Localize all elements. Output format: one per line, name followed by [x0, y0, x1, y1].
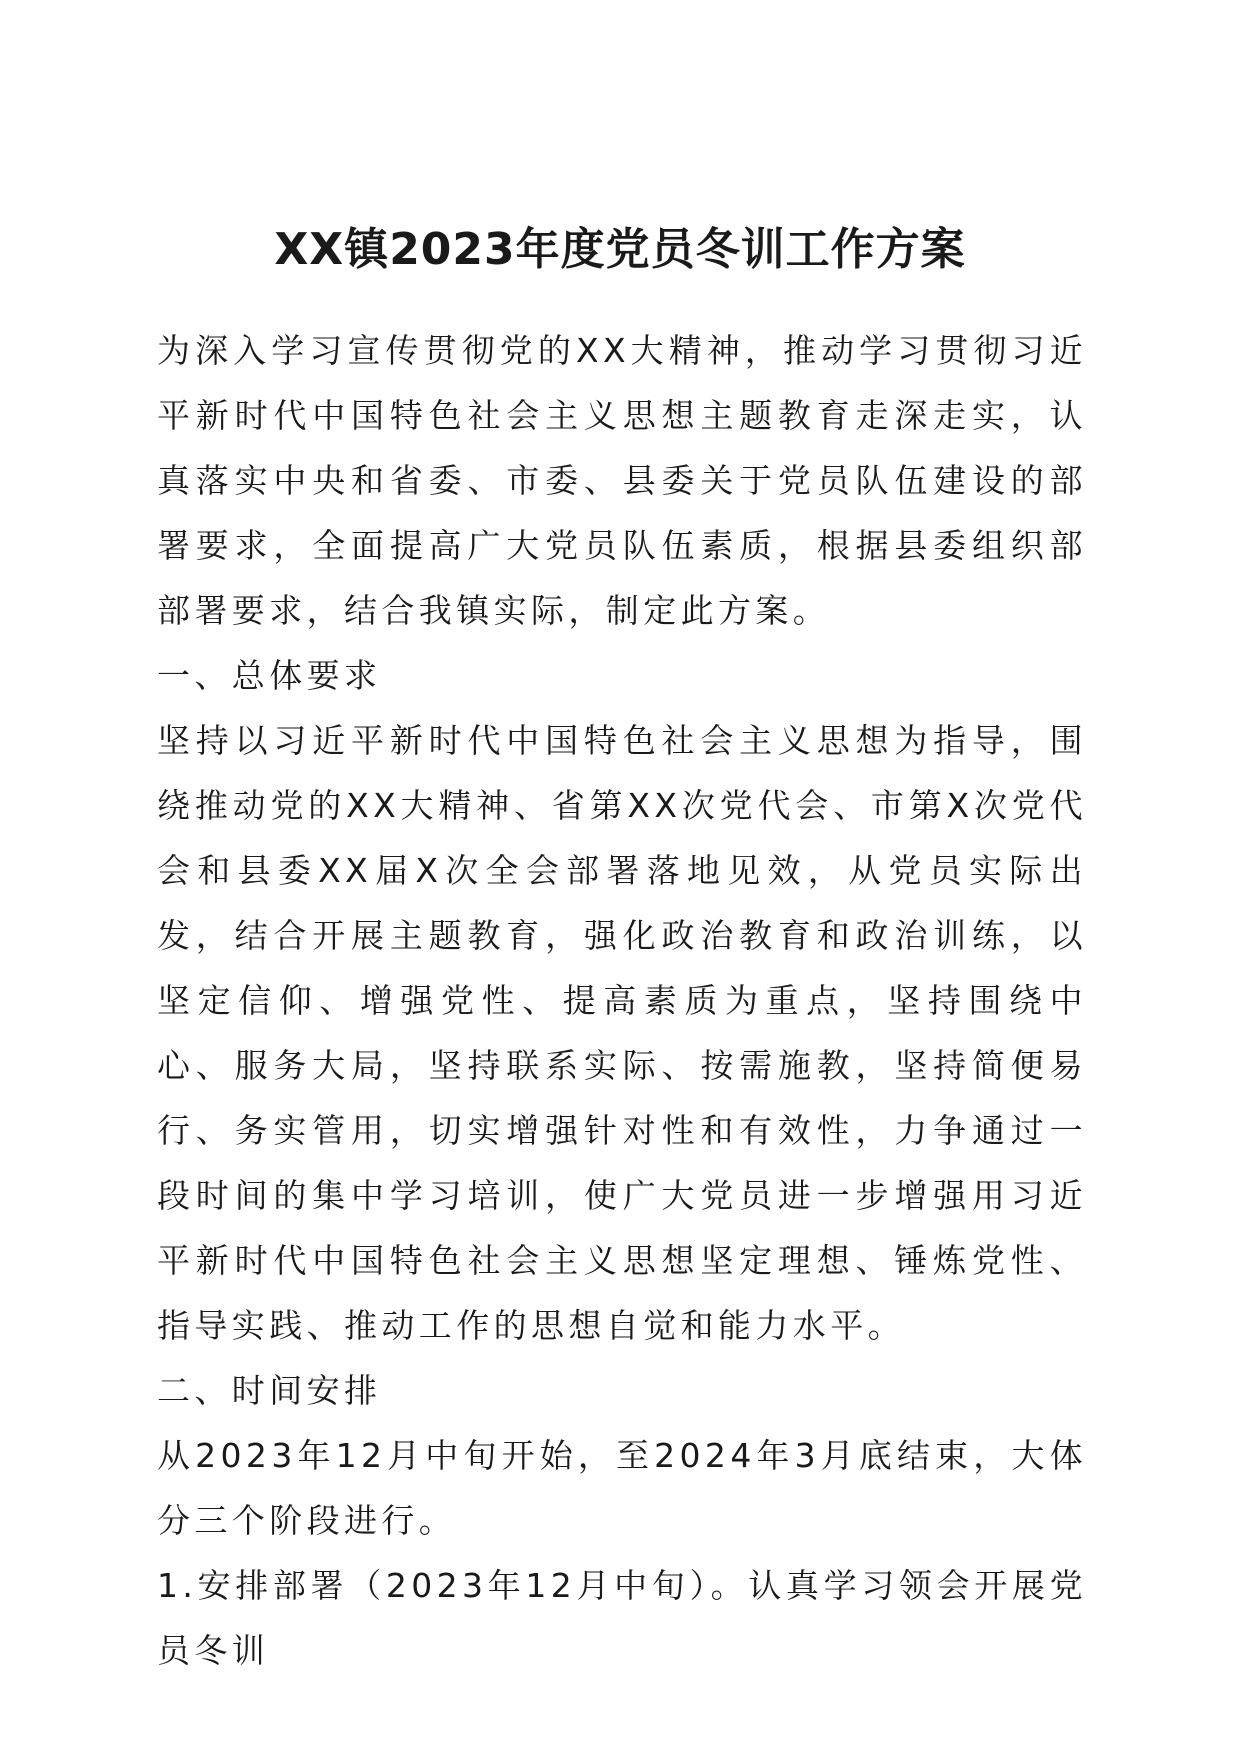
document-title: XX镇2023年度党员冬训工作方案 [274, 224, 966, 275]
section-heading-general-requirements: 一、总体要求 [157, 656, 382, 695]
section-heading-schedule: 二、时间安排 [157, 1371, 382, 1410]
schedule-paragraph: 从2023年12月中旬开始，至2024年3月底结束，大体分三个阶段进行。 [157, 1436, 1087, 1540]
intro-paragraph: 为深入学习宣传贯彻党的XX大精神，推动学习贯彻习近平新时代中国特色社会主义思想主题教育走深走实，认真落实中央和省委、市委、县委关于党员队伍建设的部署要求，全面提高广大党员队伍素质，根据县委组织部部署要求，结合我镇实际，制定此方案。 [157, 331, 1087, 630]
schedule-stage-1-paragraph: 1.安排部署（2023年12月中旬）。认真学习领会开展党员冬训 [157, 1566, 1087, 1670]
general-requirements-paragraph: 坚持以习近平新时代中国特色社会主义思想为指导，围绕推动党的XX大精神、省第XX次党代会、市第X次党代会和县委XX届X次全会部署落地见效，从党员实际出发，结合开展主题教育，强化政治教育和政治训练，以坚定信仰、增强党性、提高素质为重点，坚持围绕中心、服务大局，坚持联系实际、按需施教，坚持简便易行、务实管用，切实增强针对性和有效性，力争通过一段时间的集中学习培训，使广大党员进一步增强用习近平新时代中国特色社会主义思想坚定理想、锤炼党性、指导实践、推动工作的思想自觉和能力水平。 [157, 721, 1087, 1345]
document-body [157, 318, 1087, 1683]
